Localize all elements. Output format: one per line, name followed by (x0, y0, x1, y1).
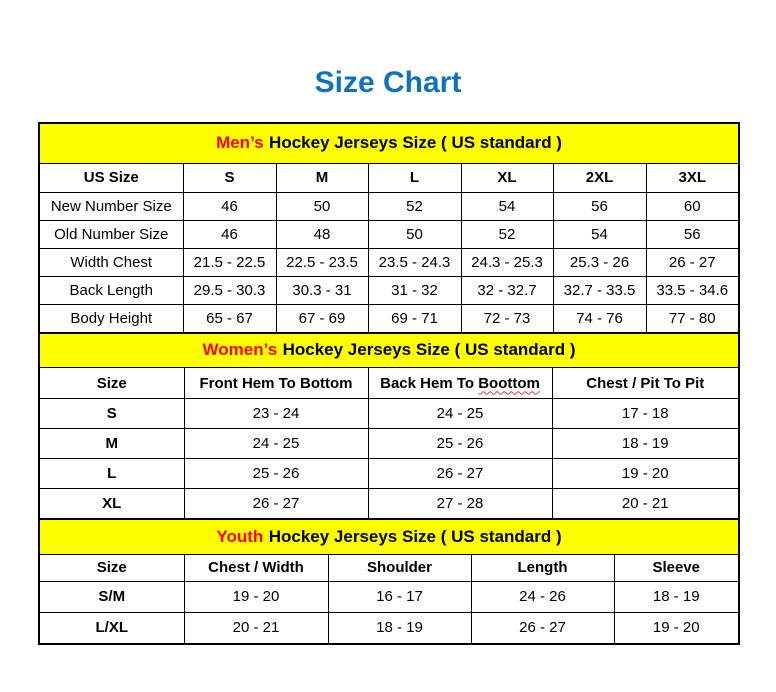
table-cell: 52 (461, 220, 553, 248)
youth-header-row (39, 554, 739, 581)
column-header: 2XL (553, 163, 646, 192)
column-header: M (276, 163, 368, 192)
table-cell: 19 - 20 (552, 459, 739, 489)
table-cell: 19 - 20 (184, 581, 328, 612)
table-row (39, 612, 739, 644)
table-cell: 26 - 27 (368, 459, 552, 489)
column-header: 3XL (646, 163, 739, 192)
table-row (39, 429, 739, 459)
table-cell: 18 - 19 (614, 581, 739, 612)
table-cell: 20 - 21 (184, 612, 328, 644)
mens-banner-row (39, 123, 739, 163)
table-cell: 33.5 - 34.6 (646, 276, 739, 304)
womens-banner-row (39, 333, 739, 368)
table-row (39, 304, 739, 333)
table-cell: 23.5 - 24.3 (368, 248, 461, 276)
table-cell: New Number Size (39, 192, 183, 220)
column-header: L (368, 163, 461, 192)
table-cell: 50 (276, 192, 368, 220)
table-row (39, 248, 739, 276)
page-title: Size Chart (314, 66, 462, 99)
table-cell: 27 - 28 (368, 489, 552, 520)
column-header: Size (39, 368, 184, 399)
column-header: Sleeve (614, 554, 739, 581)
youth-banner-text: Hockey Jerseys Size ( US standard ) (268, 526, 562, 546)
column-header-text: Back Hem To (380, 374, 479, 392)
womens-table-body (39, 399, 739, 520)
table-cell: 24 - 25 (184, 429, 368, 459)
table-cell: 26 - 27 (184, 489, 368, 520)
table-cell: L/XL (39, 612, 184, 644)
table-cell: 30.3 - 31 (276, 276, 368, 304)
size-chart-tables (38, 122, 738, 645)
table-cell: 54 (553, 220, 646, 248)
mens-table-body (39, 192, 739, 333)
column-header: Size (39, 554, 184, 581)
youth-banner-row (39, 519, 739, 554)
table-cell: 46 (183, 220, 276, 248)
table-cell: 18 - 19 (328, 612, 471, 644)
table-cell: Width Chest (39, 248, 183, 276)
table-cell: 46 (183, 192, 276, 220)
youth-banner-highlight: Youth (216, 526, 264, 546)
table-cell: 19 - 20 (614, 612, 739, 644)
table-cell: 26 - 27 (471, 612, 614, 644)
table-cell: 24.3 - 25.3 (461, 248, 553, 276)
table-cell: 26 - 27 (646, 248, 739, 276)
womens-header-row (39, 368, 739, 399)
table-cell: 31 - 32 (368, 276, 461, 304)
table-cell: 56 (553, 192, 646, 220)
mens-header-row (39, 163, 739, 192)
table-cell: 18 - 19 (552, 429, 739, 459)
womens-size-table (38, 332, 740, 521)
table-row (39, 581, 739, 612)
table-cell: 29.5 - 30.3 (183, 276, 276, 304)
womens-banner-highlight: Women’s (202, 340, 278, 360)
table-cell: 52 (368, 192, 461, 220)
mens-banner-text: Hockey Jerseys Size ( US standard ) (269, 133, 562, 153)
table-cell: 72 - 73 (461, 304, 553, 333)
table-cell: 67 - 69 (276, 304, 368, 333)
table-cell: S/M (39, 581, 184, 612)
column-header: S (183, 163, 276, 192)
table-cell: 77 - 80 (646, 304, 739, 333)
column-header: Chest / Pit To Pit (552, 368, 739, 399)
youth-table-body (39, 581, 739, 644)
table-cell: XL (39, 489, 184, 520)
table-cell: M (39, 429, 184, 459)
column-header: Length (471, 554, 614, 581)
youth-size-table (38, 518, 740, 645)
table-cell: 16 - 17 (328, 581, 471, 612)
table-cell: Back Length (39, 276, 183, 304)
table-cell: 32.7 - 33.5 (553, 276, 646, 304)
table-row (39, 276, 739, 304)
mens-banner-highlight: Men’s (216, 133, 264, 153)
table-row (39, 220, 739, 248)
table-cell: 20 - 21 (552, 489, 739, 520)
column-header: Chest / Width (184, 554, 328, 581)
womens-banner (39, 333, 739, 368)
column-header: US Size (39, 163, 183, 192)
table-cell: 48 (276, 220, 368, 248)
table-cell: 25.3 - 26 (553, 248, 646, 276)
table-cell: 22.5 - 23.5 (276, 248, 368, 276)
table-cell: 25 - 26 (368, 429, 552, 459)
table-cell: 32 - 32.7 (461, 276, 553, 304)
table-row (39, 489, 739, 520)
mens-size-table (38, 122, 740, 334)
column-header: Shoulder (328, 554, 471, 581)
table-cell: 60 (646, 192, 739, 220)
table-cell: 25 - 26 (184, 459, 368, 489)
misspelled-word-spellcheck-underline: Boottom (478, 374, 540, 392)
table-cell: S (39, 399, 184, 429)
column-header: XL (461, 163, 553, 192)
table-cell: 65 - 67 (183, 304, 276, 333)
table-cell: 74 - 76 (553, 304, 646, 333)
womens-banner-text: Hockey Jerseys Size ( US standard ) (282, 340, 576, 360)
column-header: Front Hem To Bottom (184, 368, 368, 399)
table-row (39, 192, 739, 220)
table-cell: 69 - 71 (368, 304, 461, 333)
table-cell: 17 - 18 (552, 399, 739, 429)
table-cell: 56 (646, 220, 739, 248)
mens-banner (39, 123, 739, 163)
table-cell: 21.5 - 22.5 (183, 248, 276, 276)
table-cell: 24 - 26 (471, 581, 614, 612)
table-row (39, 399, 739, 429)
table-cell: 24 - 25 (368, 399, 552, 429)
table-cell: 50 (368, 220, 461, 248)
table-cell: Old Number Size (39, 220, 183, 248)
table-cell: L (39, 459, 184, 489)
table-cell: 54 (461, 192, 553, 220)
column-header (368, 368, 552, 399)
table-row (39, 459, 739, 489)
youth-banner (39, 519, 739, 554)
table-cell: 23 - 24 (184, 399, 368, 429)
table-cell: Body Height (39, 304, 183, 333)
